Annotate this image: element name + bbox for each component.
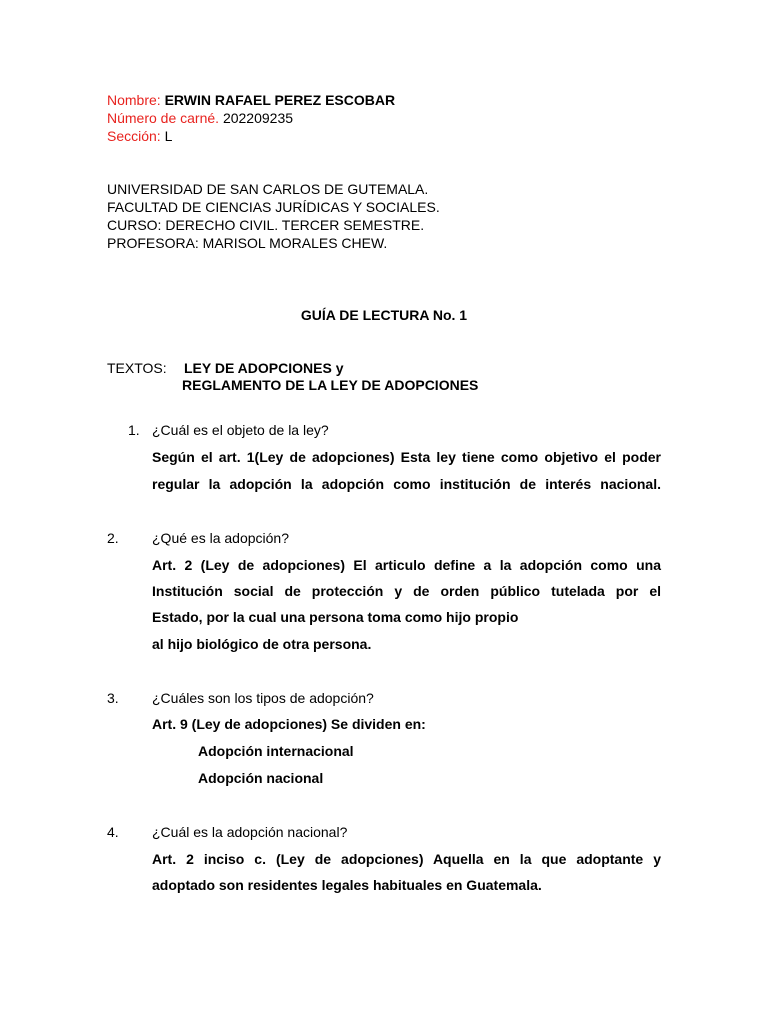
texts-line-2: REGLAMENTO DE LA LEY DE ADOPCIONES [182,377,479,393]
name-label: Nombre: [107,92,161,108]
question-number: 1. [128,422,140,438]
professor-line: PROFESORA: MARISOL MORALES CHEW. [107,235,388,251]
answer-line: Art. 2 (Ley de adopciones) El articulo define a la adopción como una [152,557,661,573]
answer-line: Art. 9 (Ley de adopciones) Se dividen en: [152,716,426,732]
section-label: Sección: [107,128,161,144]
question-text: ¿Qué es la adopción? [152,530,289,546]
course-line: CURSO: DERECHO CIVIL. TERCER SEMESTRE. [107,217,425,233]
document-title: GUÍA DE LECTURA No. 1 [300,307,468,323]
answer-line: Institución social de protección y de orden público tutelada por el [152,583,661,599]
question-number: 3. [107,690,119,706]
id-line [107,110,293,127]
texts-label: TEXTOS: [107,360,167,376]
answer-line: Según el art. 1(Ley de adopciones) Esta ley tiene como objetivo el poder [152,449,661,465]
answer-line: adoptado son residentes legales habituales en Guatemala. [152,877,542,893]
section-value: L [164,128,173,144]
name-value: ERWIN RAFAEL PEREZ ESCOBAR [164,92,396,108]
section-line [107,128,172,145]
question-number: 2. [107,530,119,546]
question-text: ¿Cuál es el objeto de la ley? [152,422,329,438]
texts-line-1: LEY DE ADOPCIONES y [184,360,344,376]
university-line: UNIVERSIDAD DE SAN CARLOS DE GUTEMALA. [107,181,429,197]
question-text: ¿Cuáles son los tipos de adopción? [152,690,374,706]
question-number: 4. [107,824,119,840]
id-label: Número de carné. [107,110,220,126]
answer-line: regular la adopción la adopción como institución de interés nacional. [152,476,661,492]
list-item: Adopción internacional [198,743,354,759]
answer-line: al hijo biológico de otra persona. [152,636,372,652]
list-item: Adopción nacional [198,770,324,786]
id-value: 202209235 [222,110,294,126]
answer-line: Estado, por la cual una persona toma como hijo propio [152,609,519,625]
question-text: ¿Cuál es la adopción nacional? [152,824,348,840]
name-line [107,92,395,109]
answer-line: Art. 2 inciso c. (Ley de adopciones) Aquella en la que adoptante y [152,851,661,867]
faculty-line: FACULTAD DE CIENCIAS JURÍDICAS Y SOCIALES. [107,199,440,215]
